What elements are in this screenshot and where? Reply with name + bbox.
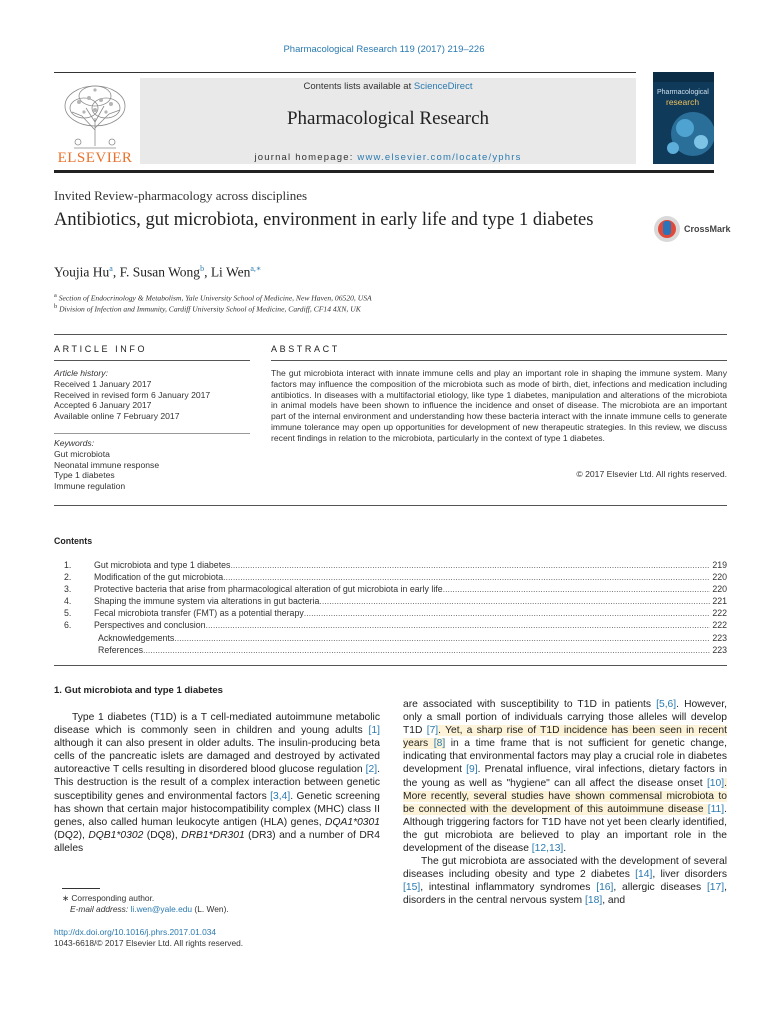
text-run: (DR3) and a number of DR4 alleles xyxy=(54,829,380,854)
toc-title[interactable]: Modification of the gut microbiota xyxy=(94,572,224,583)
toc-number: 5. xyxy=(64,608,72,619)
citation-link[interactable]: [1] xyxy=(368,725,380,737)
cover-title-line2: research xyxy=(666,97,700,107)
citation-link[interactable]: [11] xyxy=(707,803,725,815)
text-run: . This destruction is the result of a complex interaction between genetic susceptibility genes and environmental factors xyxy=(54,764,380,802)
toc-leader xyxy=(174,632,710,644)
text-run: (DQ2), xyxy=(54,829,89,841)
affiliation-text: Section of Endocrinology & Metabolism, Yale University School of Medicine, New Haven, 06520, USA xyxy=(58,293,372,303)
history-item: Accepted 6 January 2017 xyxy=(54,400,152,411)
doi-link[interactable]: http://dx.doi.org/10.1016/j.phrs.2017.01.034 xyxy=(54,927,217,937)
text-run: . Genetic screening has shown that certain major histocompatibility complex (MHC) class II genes, also called human leukocyte antigen (HLA) genes, xyxy=(54,790,381,828)
author-affiliation-mark[interactable]: b xyxy=(200,264,205,273)
citation-link[interactable]: [5,6] xyxy=(656,699,677,710)
text-run: in a time frame that is not sufficient for genetic change, indicating that environmental factors may play a crucial role in diabetes development xyxy=(403,738,727,776)
toc-title[interactable]: Perspectives and conclusion xyxy=(94,620,206,631)
homepage-prefix: journal homepage: xyxy=(254,152,354,163)
sciencedirect-link[interactable]: ScienceDirect xyxy=(413,81,473,92)
text-run: , liver disorders xyxy=(652,869,728,881)
section-rule xyxy=(54,665,727,666)
keyword: Gut microbiota xyxy=(54,448,110,459)
journal-homepage xyxy=(140,152,636,163)
toc-leader xyxy=(206,619,711,631)
body-column-right xyxy=(403,698,727,908)
affiliation-text: Division of Infection and Immunity, Cardiff University School of Medicine, Cardiff, CF14 4XN, UK xyxy=(59,304,361,314)
toc-item[interactable] xyxy=(54,559,727,571)
journal-title: Pharmacological Research xyxy=(286,108,490,129)
citation-link[interactable]: [8] xyxy=(433,738,446,750)
section-rule xyxy=(54,360,250,361)
author-name: F. Susan Wong xyxy=(119,264,201,280)
toc-title[interactable]: References xyxy=(98,644,143,655)
text-run: The gut microbiota are associated with the development of several diseases including obesity and type 2 diabetes xyxy=(403,856,727,881)
affiliation xyxy=(54,303,361,314)
toc-title[interactable]: Protective bacteria that arise from pharmacological alteration of gut microbiota in early life xyxy=(94,584,443,595)
citation-link[interactable]: [12,13] xyxy=(531,843,564,855)
author-name: Youjia Hu xyxy=(54,264,110,280)
crossmark-label[interactable]: CrossMark xyxy=(684,224,731,234)
abstract-text: The gut microbiota interact with innate immune cells and play an important role in shaping the immune system. Many factors may influence the composition of the microbiota such as mode of birth, diet, infections and medication including antibiotics. In diseases with a multifactorial etiology, like type 1 diabetes, manipulation and alterations of the microbiota in animal models have been shown to influence the incidence and onset of disease. The microbiota are an important part of the internal environment and understanding how these bacteria interact with the innate immune cells to generate immune tolerance may open up opportunities for development of new therapeutic strategies. In this review, we discuss recent findings in relation to the microbiota, particularly in the context of type 1 diabetes. xyxy=(271,368,727,443)
journal-reference[interactable]: Pharmacological Research 119 (2017) 219–226 xyxy=(283,44,485,55)
section-rule xyxy=(54,334,727,335)
toc-title[interactable]: Shaping the immune system via alterations in gut bacteria xyxy=(94,596,320,607)
cover-title-line1: Pharmacological xyxy=(657,89,709,96)
citation-link[interactable]: [2] xyxy=(365,764,378,776)
citation-link[interactable]: [10] xyxy=(706,777,725,789)
text-run: DQA1*0301 xyxy=(325,816,380,828)
keywords-label: Keywords: xyxy=(54,438,95,448)
citation-link[interactable]: [16] xyxy=(596,882,614,894)
text-run: DQB1*0302 xyxy=(88,829,144,841)
text-run: . More recently, several studies have shown commensal microbiota to be connected with the development of this autoimmune disease xyxy=(403,777,727,815)
keyword: Immune regulation xyxy=(54,481,126,492)
toc-item[interactable] xyxy=(54,619,727,631)
section-rule xyxy=(54,433,250,434)
text-run: . Although triggering factors for T1D have not yet been clearly identified, the gut microbiota are believed to play an important role in the development of the disease xyxy=(403,803,727,855)
email-link[interactable]: li.wen@yale.edu xyxy=(130,903,193,914)
homepage-link[interactable]: www.elsevier.com/locate/yphrs xyxy=(357,152,522,163)
affiliation-mark: a xyxy=(54,292,57,299)
toc-page: 220 xyxy=(712,584,727,595)
section-rule xyxy=(271,360,727,361)
email-suffix: (L. Wen). xyxy=(194,903,229,914)
text-run: . xyxy=(563,843,567,855)
toc-title[interactable]: Gut microbiota and type 1 diabetes xyxy=(94,560,231,570)
toc-number: 4. xyxy=(64,596,72,607)
abstract-heading: ABSTRACT xyxy=(271,344,340,354)
toc-leader xyxy=(443,583,711,595)
toc-item[interactable] xyxy=(54,607,727,619)
masthead-bottom-rule xyxy=(54,170,714,173)
publisher-name: ELSEVIER xyxy=(57,150,133,166)
affiliation xyxy=(54,292,372,303)
text-run: Type 1 diabetes (T1D) is a T cell-mediated autoimmune metabolic disease which is commonly seen in children and young adults xyxy=(54,712,380,737)
toc-page: 223 xyxy=(712,644,727,655)
contents-prefix: Contents lists available at xyxy=(303,81,412,92)
paragraph xyxy=(403,699,727,854)
toc-page: 221 xyxy=(712,596,727,607)
text-run: are associated with susceptibility to T1D in patients xyxy=(403,699,657,710)
citation-link[interactable]: [9] xyxy=(466,764,478,776)
toc-item[interactable] xyxy=(54,644,727,656)
article-title: Antibiotics, gut microbiota, environment in early life and type 1 diabetes xyxy=(54,210,594,230)
text-run: although it can also present in older adults. The insulin-producing beta cells of the pancreatic islets are damaged and destroyed by activated autoreactive T cells resulting in disordered blood glucose regulation xyxy=(54,738,380,776)
text-run: DRB1*DR301 xyxy=(181,829,245,841)
toc-number: 6. xyxy=(64,620,72,631)
cover-art-icon xyxy=(653,72,714,164)
text-run: , intestinal inflammatory syndromes xyxy=(420,882,597,894)
author-list: Youjia Hu$^a$, F. Susan Wong$^b$, Li Wen$^{a,∗}$ xyxy=(54,264,262,280)
doi-block xyxy=(54,927,243,949)
toc-leader xyxy=(304,607,711,619)
toc-item[interactable] xyxy=(54,632,727,644)
author-name: Li Wen xyxy=(210,264,251,280)
citation-link[interactable]: [7] xyxy=(426,725,439,737)
toc-number: 2. xyxy=(64,572,72,583)
toc-leader xyxy=(143,644,710,656)
text-run: . Yet, a sharp rise of T1D incidence has been seen in recent years xyxy=(403,725,727,750)
footnote-rule xyxy=(62,888,100,889)
toc-item[interactable] xyxy=(54,595,727,607)
text-run: . Prenatal influence, viral infections, dietary factors in the young as well as "hygiene" can all affect the disease onset xyxy=(403,764,727,789)
text-run: , allergic diseases xyxy=(613,882,707,894)
history-item: Received in revised form 6 January 2017 xyxy=(54,389,211,400)
text-run: , and xyxy=(602,895,626,907)
toc-page: 223 xyxy=(712,632,727,643)
contents-available xyxy=(140,81,636,92)
author-affiliation-mark[interactable]: a xyxy=(109,264,113,273)
toc-item[interactable] xyxy=(54,571,727,583)
toc-page: 220 xyxy=(712,572,727,583)
text-run: . However, only a small portion of individuals carrying those alleles will develop T1D xyxy=(403,699,727,737)
contents-heading: Contents xyxy=(54,536,93,546)
citation-link[interactable]: [17] xyxy=(706,882,725,894)
toc-number: 3. xyxy=(64,584,72,595)
corresponding-author: Corresponding author. xyxy=(71,893,155,903)
article-history xyxy=(54,368,210,422)
toc-leader xyxy=(319,595,710,607)
toc-leader xyxy=(223,571,710,583)
abstract-copyright: © 2017 Elsevier Ltd. All rights reserved. xyxy=(576,469,727,479)
toc-page: 222 xyxy=(712,620,727,631)
paragraph xyxy=(403,855,727,907)
history-item: Received 1 January 2017 xyxy=(54,378,152,389)
body-column-left xyxy=(54,711,380,855)
citation-link[interactable]: [18] xyxy=(585,895,603,907)
toc-leader xyxy=(230,559,710,571)
section-rule xyxy=(54,505,727,506)
citation-link[interactable]: [3,4] xyxy=(270,790,291,802)
text-run: (DQ8), xyxy=(143,829,182,841)
keywords xyxy=(54,438,159,492)
citation-link[interactable]: [14] xyxy=(635,869,653,881)
toc-page: 219 xyxy=(712,560,727,570)
issn-line: 1043-6618/© 2017 Elsevier Ltd. All rights reserved. xyxy=(54,937,244,948)
history-item: Available online 7 February 2017 xyxy=(54,411,180,422)
table-of-contents xyxy=(54,559,727,656)
article-type: Invited Review-pharmacology across disciplines xyxy=(54,188,308,203)
text-run: , disorders in the central nervous system xyxy=(403,882,727,907)
footnote-marker: ∗ xyxy=(62,893,70,903)
journal-cover xyxy=(653,72,714,164)
keyword: Neonatal immune response xyxy=(54,459,160,470)
section-heading: 1. Gut microbiota and type 1 diabetes xyxy=(54,685,223,696)
toc-title[interactable]: Fecal microbiota transfer (FMT) as a potential therapy xyxy=(94,608,304,619)
article-info-heading: ARTICLE INFO xyxy=(54,344,148,354)
toc-page: 222 xyxy=(712,608,727,619)
toc-number xyxy=(54,632,96,644)
toc-number xyxy=(54,644,96,656)
toc-number: 1. xyxy=(64,560,72,570)
citation-link[interactable]: [15] xyxy=(403,882,421,894)
author-affiliation-mark[interactable]: a,∗ xyxy=(250,264,262,273)
footnote xyxy=(62,893,229,914)
history-label: Article history: xyxy=(54,368,108,378)
affiliation-mark: b xyxy=(54,303,58,310)
toc-item[interactable] xyxy=(54,583,727,595)
keyword: Type 1 diabetes xyxy=(54,470,115,481)
masthead-top-rule xyxy=(54,72,636,73)
toc-title[interactable]: Acknowledgements xyxy=(98,632,175,643)
email-label: E-mail address: xyxy=(70,903,129,914)
